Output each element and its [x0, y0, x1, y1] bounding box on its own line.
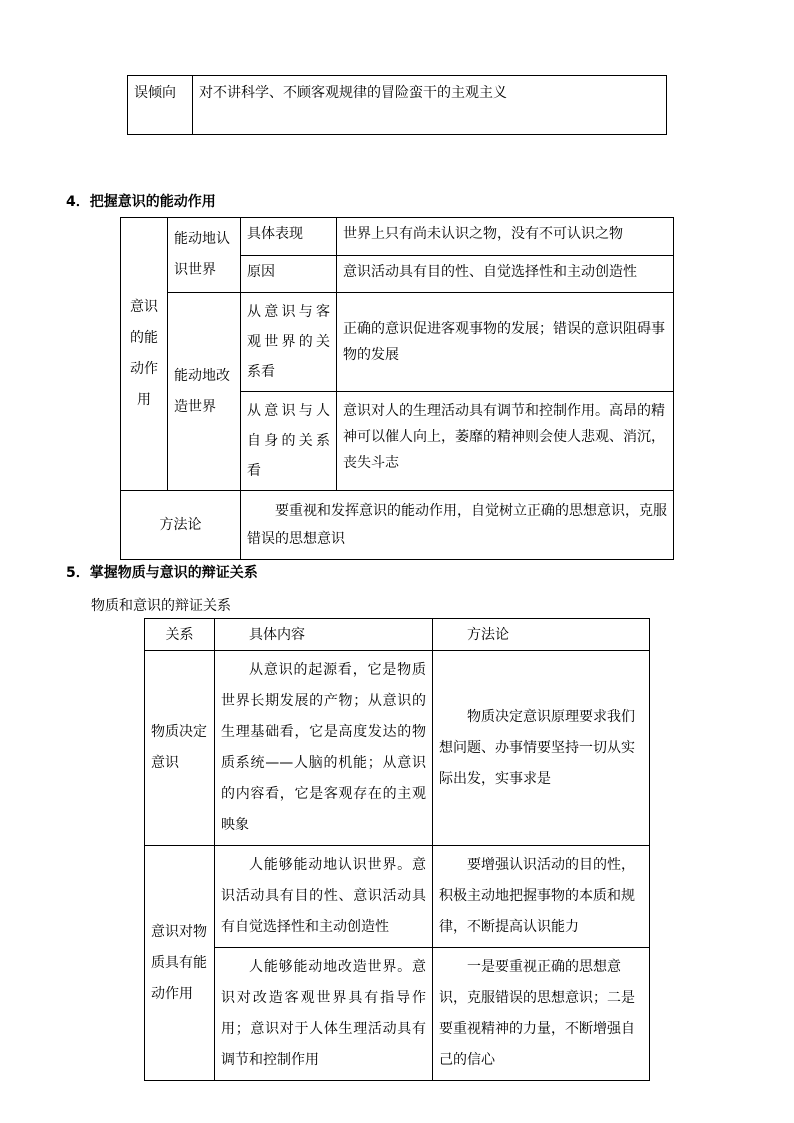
- g1-r2-text: 意识活动具有目的性、自觉选择性和主动创造性: [337, 255, 674, 293]
- top-table: [127, 75, 667, 135]
- content-cell: 对不讲科学、不顾客观规律的冒险蛮干的主观主义: [193, 76, 667, 135]
- section-5-subheading: 物质和意识的辩证关系: [91, 598, 231, 614]
- g2-r2-label: 从意识与人自身的关系看: [241, 392, 337, 491]
- g1-r1-label: 具体表现: [241, 218, 337, 256]
- section-5-table: [144, 618, 650, 1081]
- method-label: 方法论: [121, 491, 241, 560]
- g1-r1-text: 世界上只有尚未认识之物，没有不可认识之物: [337, 218, 674, 256]
- section-4-table: [120, 217, 674, 560]
- row1-method: 物质决定意识原理要求我们想问题、办事情要坚持一切从实际出发，实事求是: [433, 651, 650, 846]
- row2-label: 意识对物质具有能动作用: [145, 846, 215, 1081]
- row-header-cell: 意识的能动作用: [121, 218, 168, 491]
- header-content: 具体内容: [215, 619, 433, 651]
- header-method: 方法论: [433, 619, 650, 651]
- g2-r2-text: 意识对人的生理活动具有调节和控制作用。高昂的精神可以催人向上，萎靡的精神则会使人悲观、消沉，丧失斗志: [337, 392, 674, 491]
- g2-r1-label: 从意识与客观世界的关系看: [241, 293, 337, 392]
- section-5-heading: 5．掌握物质与意识的辩证关系: [66, 565, 258, 581]
- g1-r2-label: 原因: [241, 255, 337, 293]
- row1-label: 物质决定意识: [145, 651, 215, 846]
- group2-cell: 能动地改造世界: [168, 293, 241, 491]
- row2a-content: 人能够能动地认识世界。意识活动具有目的性、意识活动具有自觉选择性和主动创造性: [215, 846, 433, 948]
- label-cell: 误倾向: [128, 76, 193, 135]
- g2-r1-text: 正确的意识促进客观事物的发展；错误的意识阻碍事物的发展: [337, 293, 674, 392]
- method-text: 要重视和发挥意识的能动作用，自觉树立正确的思想意识，克服错误的思想意识: [241, 491, 674, 560]
- row1-content: 从意识的起源看，它是物质世界长期发展的产物；从意识的生理基础看，它是高度发达的物质系统——人脑的机能；从意识的内容看，它是客观存在的主观映象: [215, 651, 433, 846]
- header-relation: 关系: [145, 619, 215, 651]
- row2b-content: 人能够能动地改造世界。意识对改造客观世界具有指导作用；意识对于人体生理活动具有调节和控制作用: [215, 948, 433, 1081]
- row2a-method: 要增强认识活动的目的性，积极主动地把握事物的本质和规律，不断提高认识能力: [433, 846, 650, 948]
- row2b-method: 一是要重视正确的思想意识，克服错误的思想意识；二是要重视精神的力量，不断增强自己的信心: [433, 948, 650, 1081]
- group1-cell: 能动地认识世界: [168, 218, 241, 293]
- section-4-heading: 4．把握意识的能动作用: [66, 194, 216, 210]
